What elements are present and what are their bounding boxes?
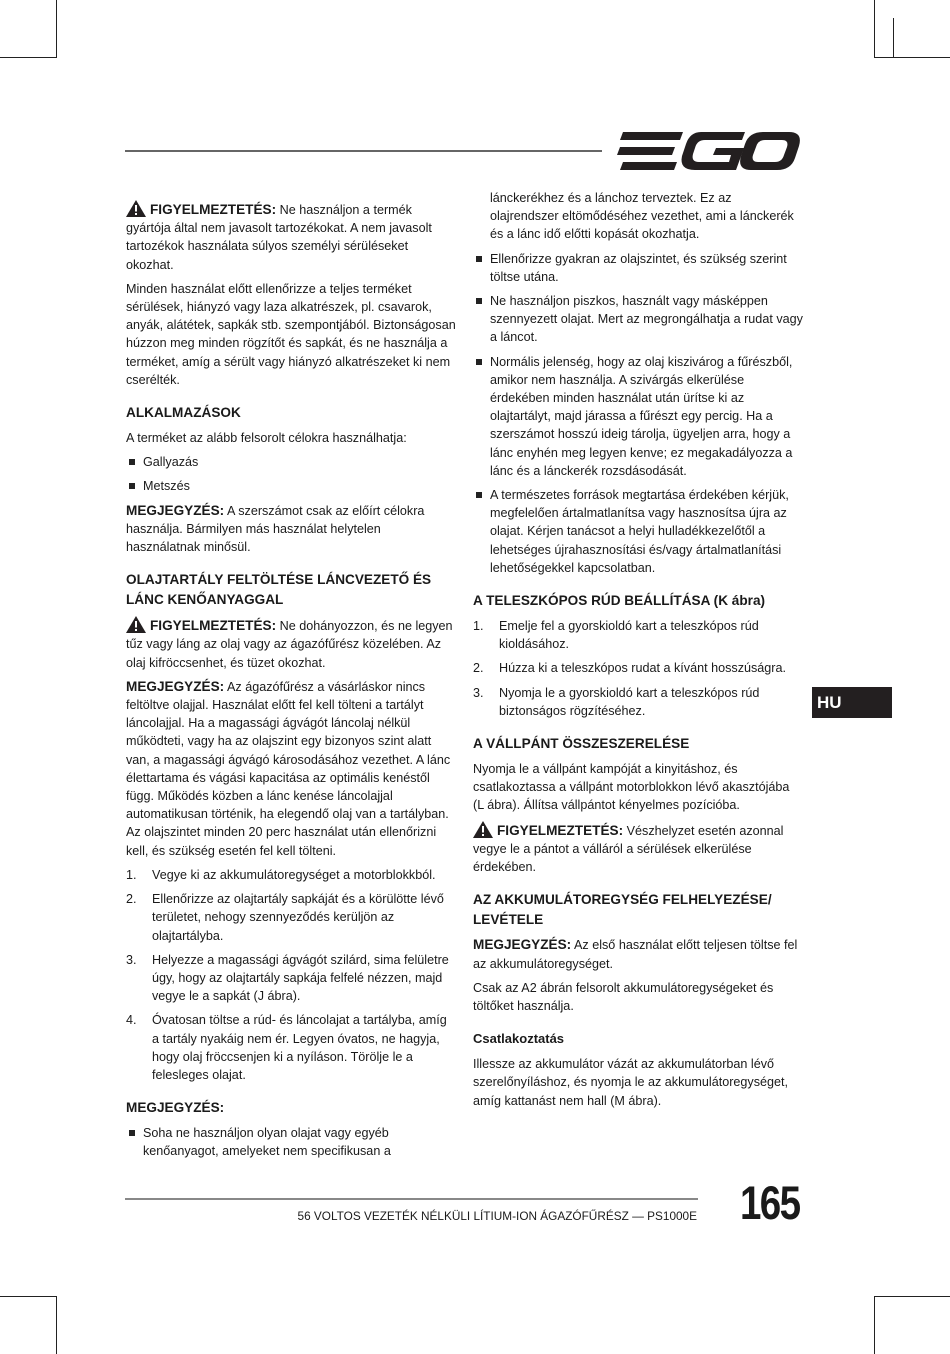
left-column <box>126 200 456 1167</box>
list-item <box>126 890 456 945</box>
ego-logo <box>617 130 800 172</box>
right-column <box>473 189 803 1116</box>
warning-label: FIGYELMEZTETÉS: <box>150 618 277 634</box>
warning-fire <box>126 616 456 672</box>
note-label: MEGJEGYZÉS: <box>126 502 225 518</box>
list-item <box>473 617 803 653</box>
step-text: Ellenőrizze az olajtartály sapkáját és a körülötte lévő területet, nehogy szennyeződés kerüljön az olajtartályba. <box>152 892 444 943</box>
crop-mark <box>0 1296 57 1297</box>
heading-telescopic: A TELESZKÓPOS RÚD BEÁLLÍTÁSA (K ábra) <box>473 593 766 609</box>
step-number: 1. <box>126 867 137 882</box>
heading-connect: Csatlakoztatás <box>473 1031 565 1047</box>
step-text: Emelje fel a gyorskioldó kart a teleszkópos rúd kioldásához. <box>499 619 759 652</box>
step-number: 3. <box>473 685 484 700</box>
warning-label: FIGYELMEZTETÉS: <box>497 822 624 838</box>
header-rule <box>125 150 602 152</box>
list-item: Normális jelenség, hogy az olaj kiszivárog a fűrészből, amikor nem használja. A szivárgás elkerülése érdekében minden használat után ürítse ki az olajtartályt, majd járassa a fűrészt egy percig. Ha a szerszámot hosszú ideig tárolja, ügyeljen arra, hogy a lánc enyhén meg legyen kenve; ez megakadályozza a lánc és a lánckerék rozsdásodását. <box>473 353 803 480</box>
telescopic-steps-list <box>473 617 803 720</box>
list-item <box>126 866 456 884</box>
heading-note: MEGJEGYZÉS: <box>126 1100 225 1116</box>
list-item: Ellenőrizze gyakran az olajszintet, és szükség szerint töltse utána. <box>473 250 803 286</box>
warning-triangle-icon <box>473 821 493 838</box>
footer-rule <box>125 1198 698 1200</box>
list-item: Gallyazás <box>126 453 456 471</box>
note-list-left <box>126 1124 456 1160</box>
warning-strap <box>473 821 803 877</box>
note-battery-charge <box>473 936 803 972</box>
list-item <box>473 659 803 677</box>
warning-label: FIGYELMEZTETÉS: <box>150 202 277 217</box>
paragraph-connect: Illessze az akkumulátor vázát az akkumulátorban lévő szerelőnyíláshoz, és nyomja le az akkumulátoregységet, amíg kattanást nem hall (M ábra). <box>473 1057 789 1108</box>
warning-triangle-icon <box>126 616 146 633</box>
crop-mark <box>874 0 875 58</box>
warning-text: Vészhelyzet esetén azonnal vegye le a pántot a válláról a sérülések elkerülése érdekében. <box>473 823 784 875</box>
paragraph-strap: Nyomja le a vállpánt kampóját a kinyitáshoz, és csatlakoztassa a vállpánt motorblokkon lévő akasztójába (L ábra). Állítsa vállpántot kényelmes pozícióba. <box>473 762 790 813</box>
step-text: Nyomja le a gyorskioldó kart a teleszkópos rúd biztonságos rögzítéséhez. <box>499 685 760 718</box>
warning-triangle-icon <box>126 200 146 217</box>
crop-mark <box>874 1296 950 1297</box>
step-text: Vegye ki az akkumulátoregységet a motorblokkból. <box>152 867 436 882</box>
crop-mark <box>874 1296 875 1354</box>
oil-steps-list <box>126 866 456 1084</box>
step-number: 3. <box>126 952 137 967</box>
note-oil-fill <box>126 678 456 860</box>
heading-oil-tank: OLAJTARTÁLY FELTÖLTÉSE LÁNCVEZETŐ ÉS LÁNC KENŐANYAGGAL <box>126 572 432 608</box>
footer-title: 56 VOLTOS VEZETÉK NÉLKÜLI LÍTIUM-ION ÁGAZÓFŰRÉSZ — PS1000E <box>297 1209 697 1223</box>
warning-text: Ne használjon a termék gyártója által nem javasolt tartozékokat. A nem javasolt tartozékok használata súlyos személyi sérüléseket okozhat. <box>126 203 432 272</box>
crop-mark <box>56 0 57 58</box>
list-item <box>126 951 456 1006</box>
warning-accessories <box>126 200 456 274</box>
note-text: A szerszámot csak az előírt célokra használja. Bármilyen más használat helytelen használatnak minősül. <box>126 503 425 555</box>
note-continuation: lánckerékhez és a lánchoz terveztek. Ez az olajrendszer eltömődéséhez vezethet, ami a lánckerék és a lánc idő előtti kopását okozhatja. <box>490 191 794 242</box>
step-number: 2. <box>473 661 484 676</box>
note-intended-use <box>126 502 456 557</box>
warning-text: Ne dohányozzon, és ne legyen tűz vagy láng az olaj vagy az ágazófűrész közelében. Az olaj kifröccsenhet, és tüzet okozhat. <box>126 619 453 670</box>
crop-mark <box>874 57 950 58</box>
note-text: Az első használat előtt teljesen töltse fel az akkumulátoregységet. <box>473 938 798 971</box>
list-item: Ne használjon piszkos, használt vagy másképpen szennyezett olajat. Mert az megrongálhatja a rudat vagy a láncot. <box>473 292 803 347</box>
page-number: 165 <box>740 1176 800 1229</box>
language-tab: HU <box>812 687 892 718</box>
step-text: Helyezze a magassági ágvágót szilárd, sima felületre úgy, hogy az olajtartály sapkája felfelé nézzen, majd vegye le a sapkát (J ábra). <box>152 952 449 1004</box>
paragraph-inspection: Minden használat előtt ellenőrizze a teljes terméket sérülések, hiányzó vagy laza alkatrészek, pl. csavarok, anyák, alátétek, sapkák stb. szempontjából. Biztonságosan húzzon meg minden rögzítőt és sapkát, és ne használja a terméket, amíg a sérült vagy hiányzó alkatrészeket ki nem cserélték. <box>126 281 456 387</box>
heading-shoulder-strap: A VÁLLPÁNT ÖSSZESZERELÉSE <box>473 736 690 752</box>
list-item <box>126 1011 456 1084</box>
list-item: Soha ne használjon olyan olajat vagy egyéb kenőanyagot, amelyeket nem specifikusan a <box>126 1124 456 1160</box>
list-item: A természetes források megtartása érdekében kérjük, megfelelően ártalmatlanítsa vagy hasznosítsa újra az olajat. Kérjen tanácsot a helyi hulladékkezelőtől a lehetséges újrahasznosítási és/vagy ártalmatlanítási lehetőségekkel kapcsolatban. <box>473 486 803 577</box>
step-text: Óvatosan töltse a rúd- és láncolajat a tartályba, amíg a tartály nyakáig nem ér. Legyen óvatos, ne hagyja, hogy olaj fröccsenjen ki a nyíláson. Törölje le a felesleges olajat. <box>152 1013 447 1082</box>
note-label: MEGJEGYZÉS: <box>126 678 225 694</box>
applications-list <box>126 453 456 495</box>
paragraph-battery: Csak az A2 ábrán felsorolt akkumulátoregységeket és töltőket használja. <box>473 980 774 1013</box>
list-item: Metszés <box>126 477 456 495</box>
crop-mark <box>56 1296 57 1354</box>
crop-mark <box>893 18 894 58</box>
list-item <box>473 684 803 720</box>
note-text: Az ágazófűrész a vásárláskor nincs feltöltve olajjal. Használat előtt fel kell tölteni a tartályt láncolajjal. Ha a magassági ágvágót láncolaj nélkül működteti, vagy ha az olajszint egy bizonyos szint alatt van, a magassági ágvágó károsodásához vezethet. A lánc élettartama és vágási kapacitása az optimális kenéstől függ. Működés közben a lánc kenése láncolajjal automatikusan történik, ha elegendő olaj van a tartályban. Az olajszintet minden 20 perc használat után ellenőrizni kell, és szükség esetén fel kell tölteni. <box>126 679 451 858</box>
crop-mark <box>0 57 57 58</box>
note-label: MEGJEGYZÉS: <box>473 937 572 953</box>
step-text: Húzza ki a teleszkópos rudat a kívánt hosszúságra. <box>499 661 787 676</box>
heading-battery: AZ AKKUMULÁTOREGYSÉG FELHELYEZÉSE/ LEVÉTELE <box>473 892 772 928</box>
step-number: 2. <box>126 892 137 907</box>
heading-applications: ALKALMAZÁSOK <box>126 405 241 421</box>
step-number: 1. <box>473 619 484 634</box>
step-number: 4. <box>126 1013 137 1028</box>
note-list-right <box>473 250 803 577</box>
applications-intro: A terméket az alább felsorolt célokra használhatja: <box>126 431 407 446</box>
